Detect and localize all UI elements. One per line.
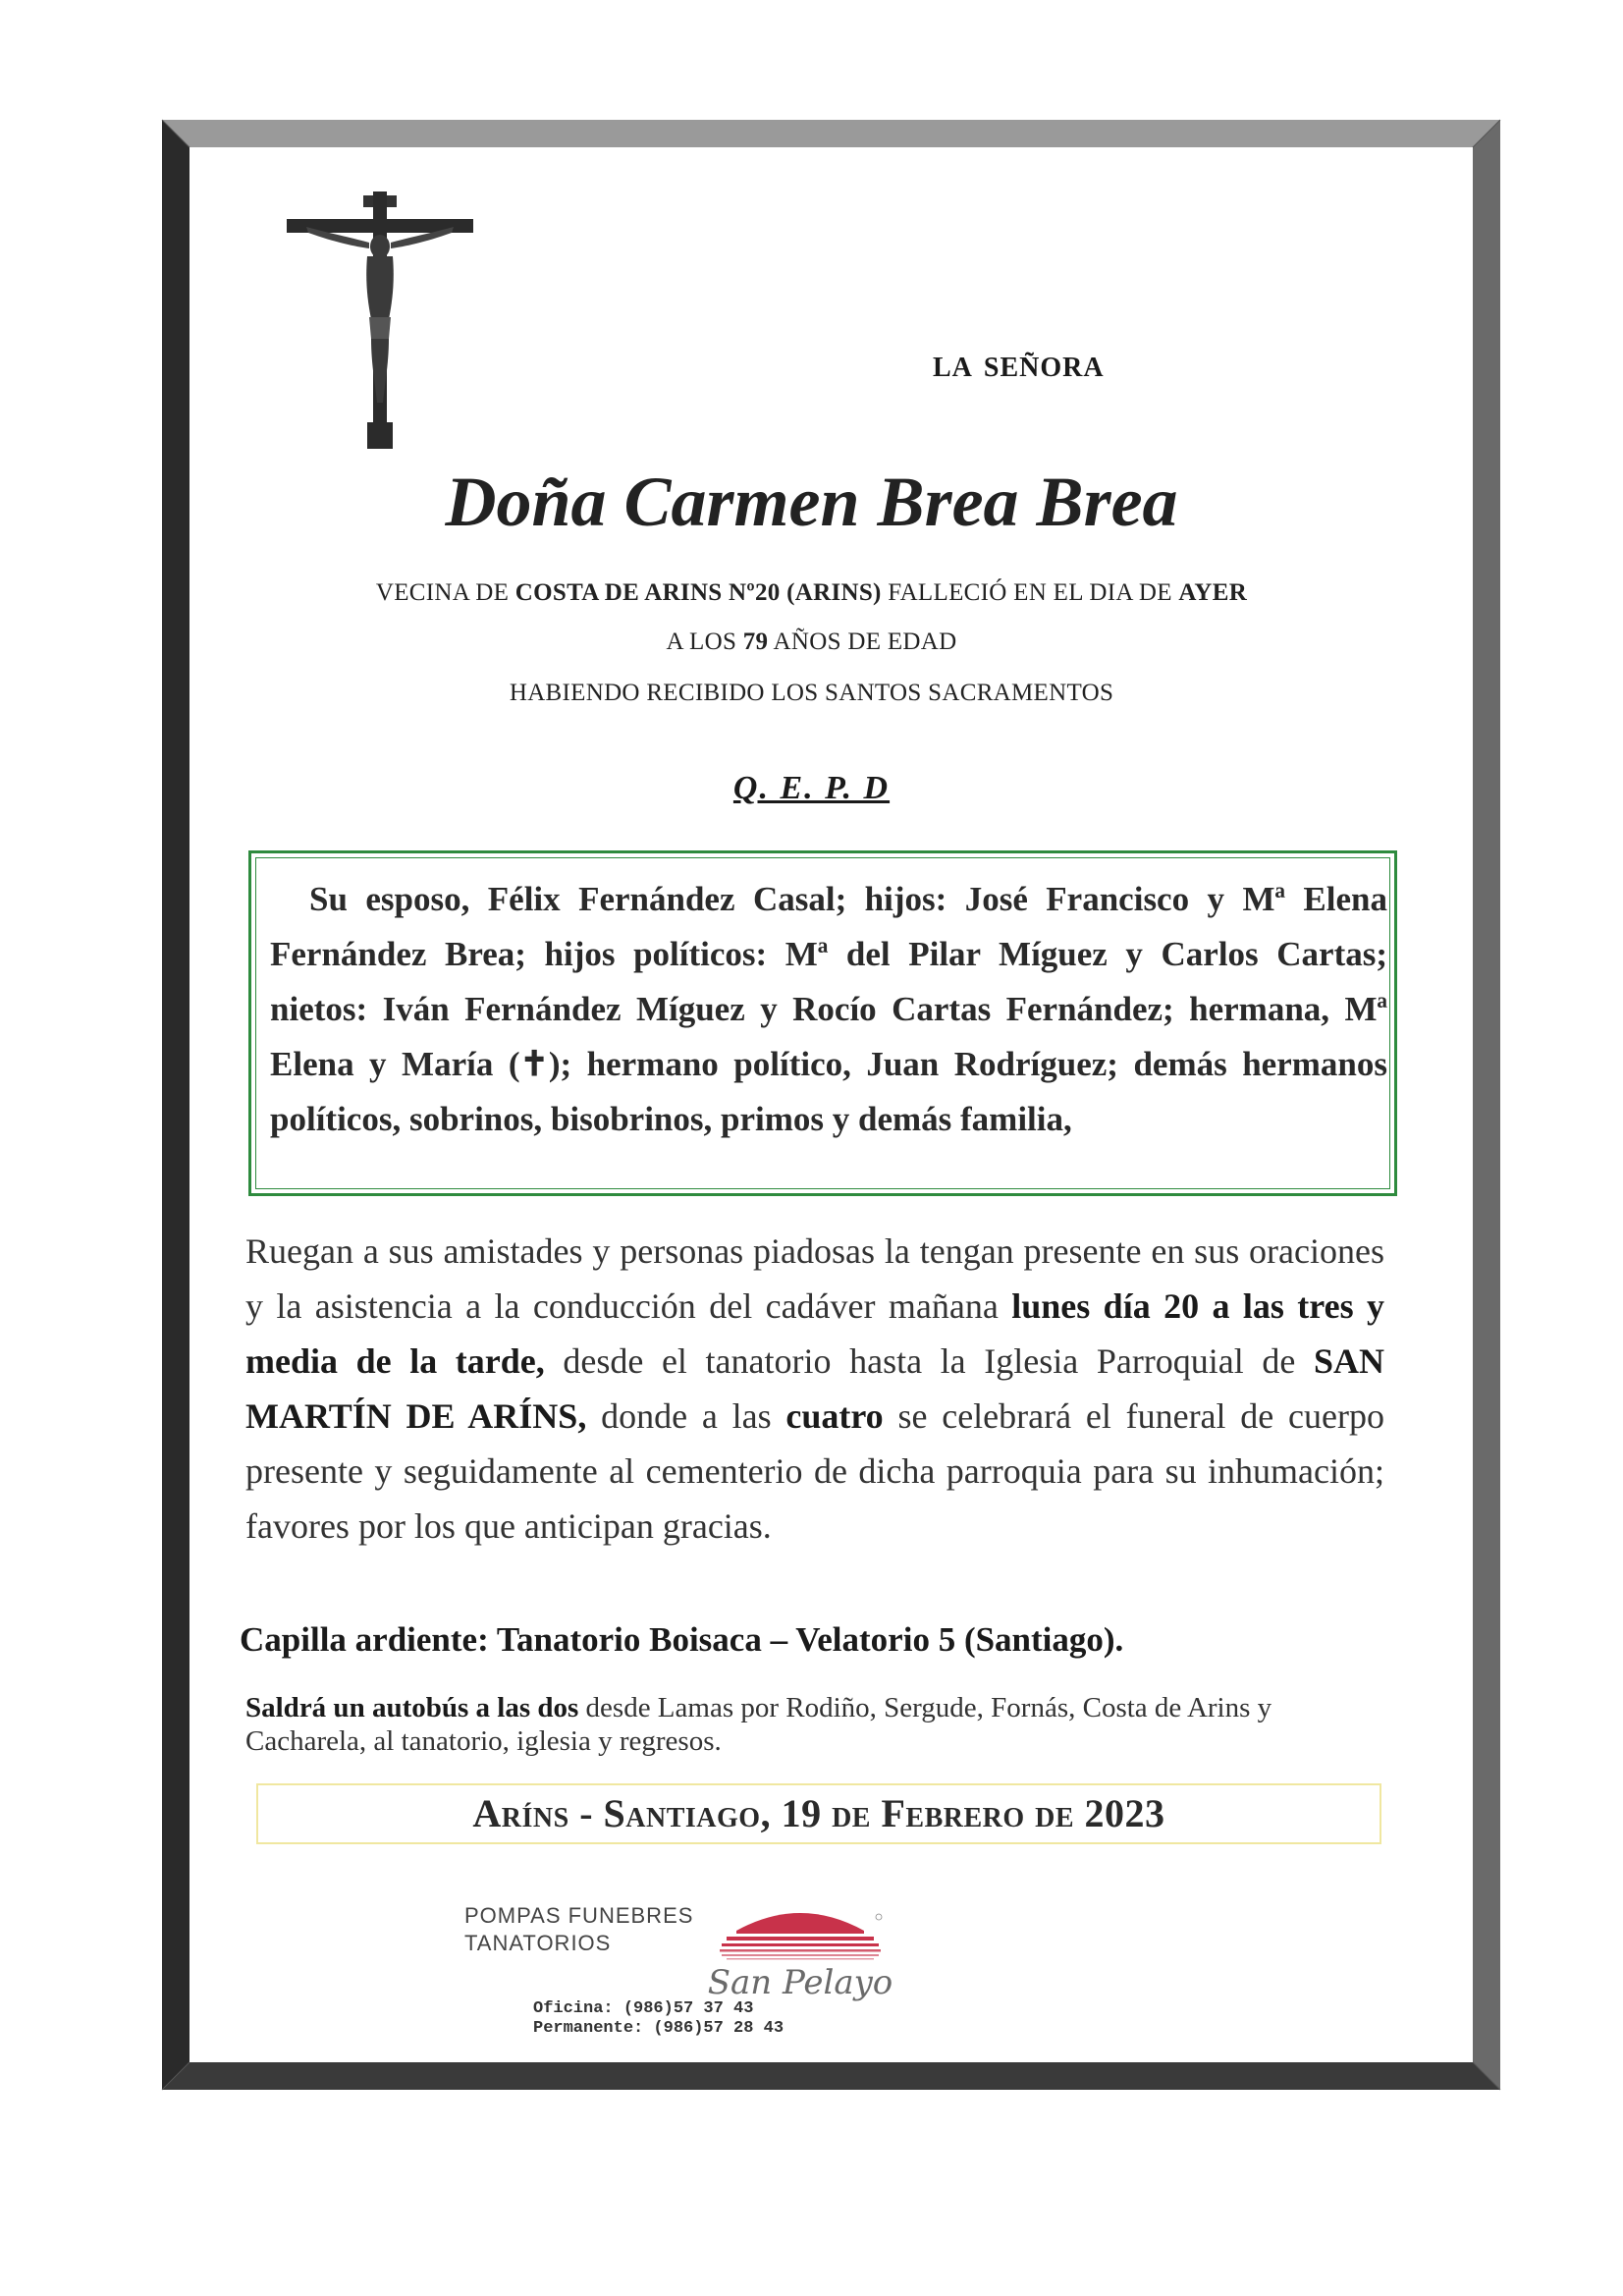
- request-text-2: desde el tanatorio hasta la Iglesia Parroquial de: [544, 1341, 1314, 1381]
- family-list: Su esposo, Félix Fernández Casal; hijos: José Francisco y Mª Elena Fernández Brea; hijos políticos: Mª del Pilar Míguez y Carlos Cartas; nietos: Iván Fernández Míguez y Rocío Cartas Fernández; hermana, Mª Elena y María (✝); hermano político, Juan Rodríguez; demás hermanos políticos, sobrinos, bisobrinos, primos y demás familia,: [270, 880, 1387, 1138]
- funeraria-line2: TANATORIOS: [464, 1931, 612, 1955]
- funeraria-line1: POMPAS FUNEBRES: [464, 1903, 694, 1928]
- family-box: [248, 850, 1397, 1196]
- request-hour: cuatro: [785, 1396, 884, 1436]
- request-text-4: se celebrará el funeral de cuerpo presente y seguidamente al cementerio de dicha parroquia para su inhumación; favores por los que anticipan gracias.: [245, 1396, 1385, 1546]
- funeral-request: [245, 1224, 1384, 1554]
- residence-place: COSTA DE ARINS Nº20 (ARINS): [514, 579, 882, 606]
- oficina-phone: Oficina: (986)57 37 43: [533, 1999, 754, 2018]
- bus-info: [245, 1691, 1394, 1758]
- logo-text: San Pelayo: [707, 1963, 893, 2002]
- title-la-senora: la señora: [933, 341, 1105, 385]
- family-box-inner: [255, 857, 1390, 1189]
- age-value: 79: [742, 629, 769, 655]
- capilla-ardiente: Capilla ardiente: Tanatorio Boisaca – Velatorio 5 (Santiago).: [240, 1620, 1124, 1659]
- permanente-phone: Permanente: (986)57 28 43: [533, 2019, 784, 2038]
- sacraments-line: HABIENDO RECIBIDO LOS SANTOS SACRAMENTOS: [509, 680, 1114, 706]
- bus-info-rest: desde Lamas por Rodiño, Sergude, Fornás, Costa de Arins y Cacharela, al tanatorio, iglesia y regresos.: [245, 1692, 1272, 1757]
- request-text-3: donde a las: [586, 1396, 786, 1436]
- death-day: AYER: [1178, 579, 1248, 606]
- bus-info-bold: Saldrá un autobús a las dos: [245, 1692, 579, 1723]
- place-date: Aríns - Santiago, 19 de Febrero de 2023: [256, 1783, 1381, 1844]
- residence-line: [0, 579, 1623, 607]
- crucifix-icon: [287, 191, 473, 449]
- request-church: SAN MARTÍN DE ARÍNS,: [245, 1341, 1384, 1436]
- request-text-1: Ruegan a sus amistades y personas piadosas la tengan presente en sus oraciones y la asistencia a la conducción del cadáver mañana: [245, 1231, 1384, 1326]
- age-line: [0, 629, 1623, 656]
- residence-prefix: VECINA DE: [375, 579, 515, 606]
- death-prefix: FALLECIÓ EN EL DIA DE: [881, 579, 1179, 606]
- deceased-name: Doña Carmen Brea Brea: [445, 463, 1178, 541]
- qepd-label: Q. E. P. D: [732, 770, 891, 806]
- request-time: lunes día 20 a las tres y media de la tarde,: [245, 1286, 1385, 1381]
- age-suffix: AÑOS DE EDAD: [768, 629, 957, 655]
- age-prefix: A LOS: [666, 629, 743, 655]
